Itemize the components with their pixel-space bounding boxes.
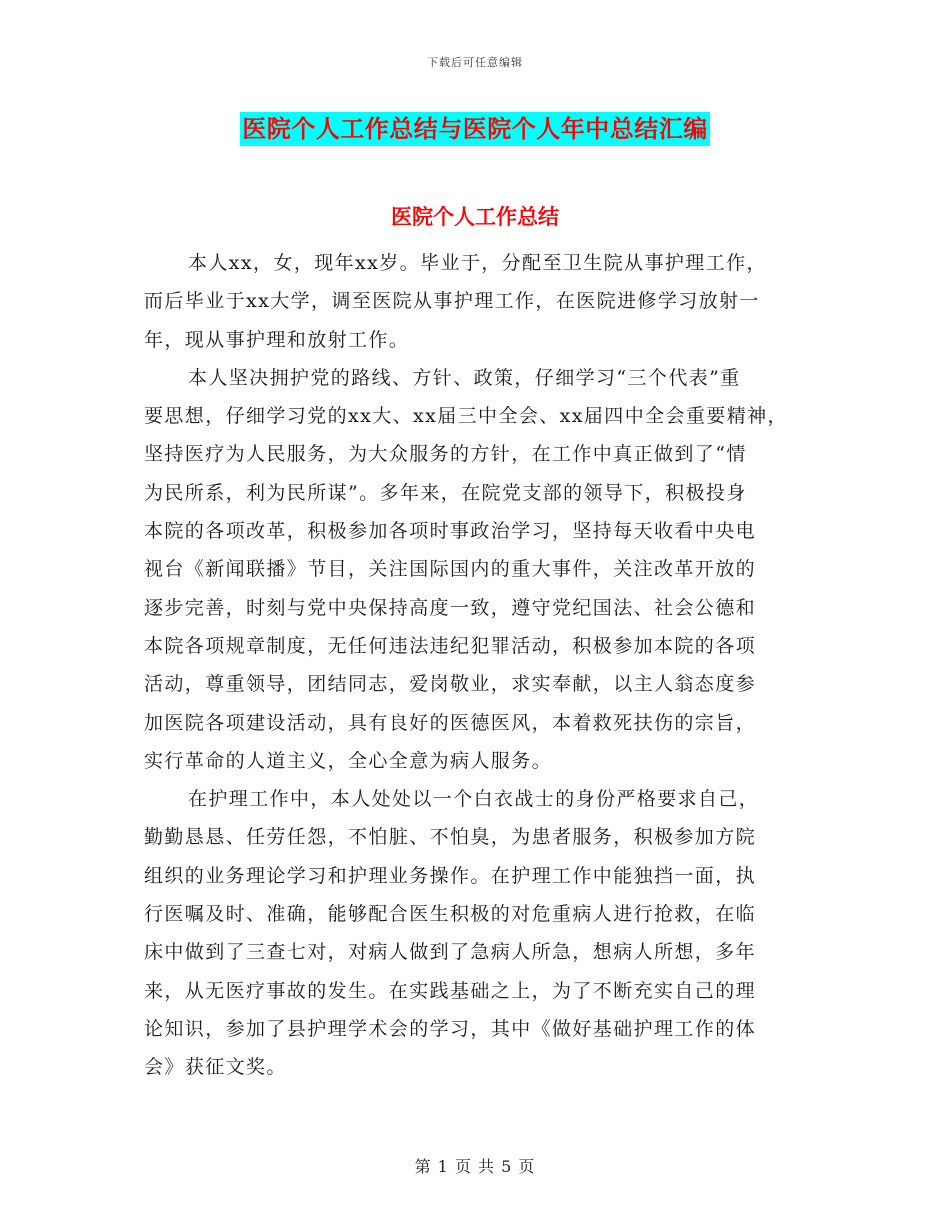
paragraph-line: 实行革命的人道主义，全心全意为病人服务。 — [144, 749, 553, 772]
paragraph-line: 在护理工作中，本人处处以一个白衣战士的身份严格要求自己， — [188, 788, 760, 811]
paragraph-line: 而后毕业于xx大学，调至医院从事护理工作，在医院进修学习放射一 — [144, 290, 760, 313]
header-note: 下载后可任意编辑 — [427, 56, 523, 69]
paragraph-line: 逐步完善，时刻与党中央保持高度一致，遵守党纪国法、社会公德和 — [144, 596, 757, 619]
paragraph-line: 要思想，仔细学习党的xx大、xx届三中全会、xx届四中全会重要精神， — [144, 405, 788, 428]
paragraph-line: 组织的业务理论学习和护理业务操作。在护理工作中能独挡一面，执 — [144, 864, 757, 887]
document-body — [144, 244, 804, 1087]
paragraph-line: 本院的各项改革，积极参加各项时事政治学习，坚持每天收看中央电 — [144, 520, 757, 543]
document-title-container — [0, 112, 950, 146]
paragraph-line: 为民所系，利为民所谋”。多年来，在院党支部的领导下，积极投身 — [144, 481, 747, 504]
page-number-footer: 第 1 页 共 5 页 — [414, 1157, 536, 1176]
paragraph-line: 来，从无医疗事故的发生。在实践基础之上，为了不断充实自己的理 — [144, 979, 757, 1002]
paragraph-line: 本人xx，女，现年xx岁。毕业于，分配至卫生院从事护理工作， — [188, 252, 767, 274]
paragraph-line: 行医嘱及时、准确，能够配合医生积极的对危重病人进行抢救，在临 — [144, 903, 757, 926]
paragraph-line: 坚持医疗为人民服务，为大众服务的方针，在工作中真正做到了“情 — [144, 443, 747, 466]
paragraph-line: 本人坚决拥护党的路线、方针、政策，仔细学习“三个代表”重 — [188, 366, 741, 389]
paragraph-line: 会》获征文奖。 — [144, 1056, 287, 1079]
document-title: 医院个人工作总结与医院个人年中总结汇编 — [240, 112, 710, 146]
paragraph-line: 视台《新闻联播》节目，关注国际国内的重大事件，关注改革开放的 — [144, 558, 757, 581]
paragraph-line: 勤勤恳恳、任劳任怨，不怕脏、不怕臭，为患者服务，积极参加方院 — [144, 826, 757, 849]
paragraph-line: 活动，尊重领导，团结同志，爱岗敬业，求实奉献，以主人翁态度参 — [144, 673, 757, 696]
section-title: 医院个人工作总结 — [391, 205, 559, 229]
paragraph-line: 加医院各项建设活动，具有良好的医德医风，本着救死扶伤的宗旨， — [144, 711, 757, 734]
paragraph-line: 床中做到了三查七对，对病人做到了急病人所急，想病人所想，多年 — [144, 941, 757, 964]
paragraph-line: 论知识，参加了县护理学术会的学习，其中《做好基础护理工作的体 — [144, 1017, 757, 1040]
paragraph-line: 年，现从事护理和放射工作。 — [144, 328, 410, 351]
paragraph-line: 本院各项规章制度，无任何违法违纪犯罪活动，积极参加本院的各项 — [144, 634, 757, 657]
